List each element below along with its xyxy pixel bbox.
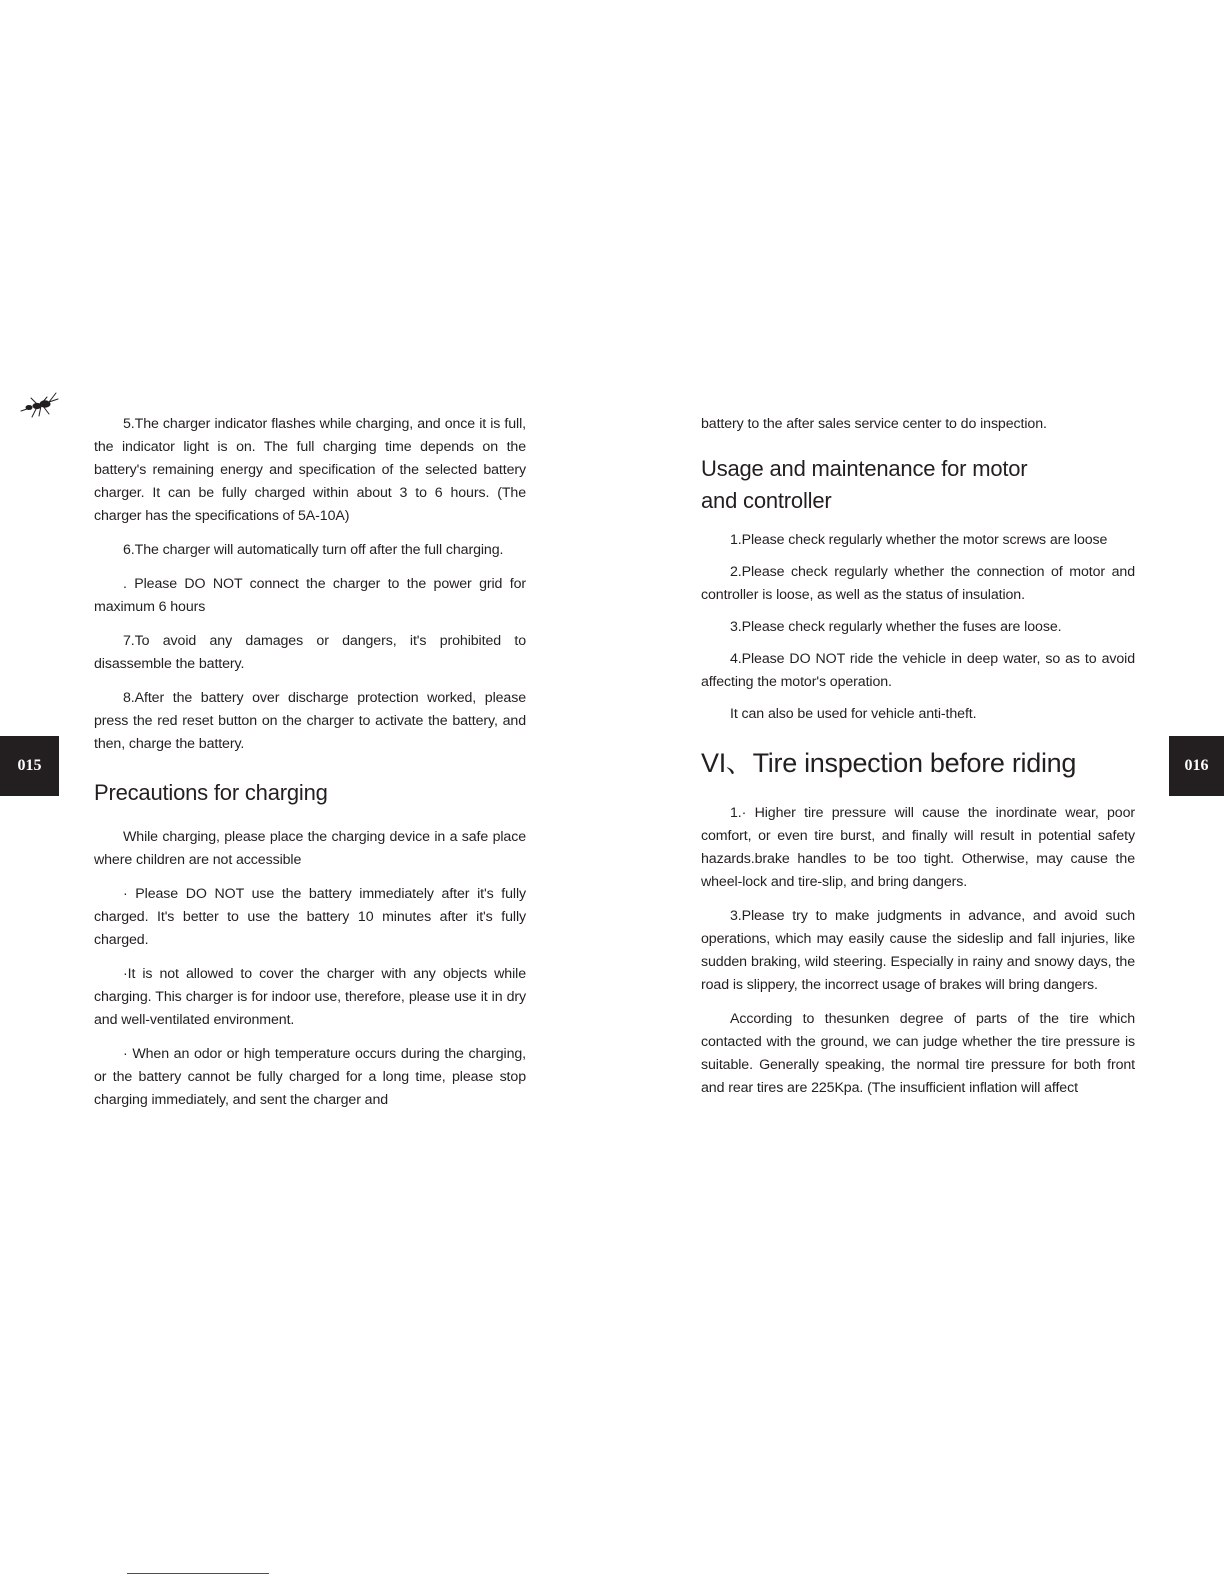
paragraph-auto-turn-off: 6.The charger will automatically turn off after the full charging. — [123, 542, 504, 558]
heading-precautions: Precautions for charging — [94, 780, 328, 805]
divider-line — [127, 1573, 269, 1574]
paragraph-cover-charger: ·It is not allowed to cover the charger with any objects while charging. This charger is for indoor use, therefore, please use it in dry and well-ventilated environment. — [94, 966, 526, 1028]
heading-usage-maintenance — [701, 453, 1135, 517]
page-number-tab-right — [1169, 736, 1224, 796]
paragraph-judgments: 3.Please try to make judgments in advance, and avoid such operations, which may easily cause the sideslip and fall injuries, like sudden braking, wild steering. Especially in rainy and snowy days, the road is slippery, the incorrect usage of brakes will bring dangers. — [701, 908, 1135, 993]
paragraph-fuses: 3.Please check regularly whether the fuses are loose. — [730, 619, 1062, 635]
heading-line: Usage and maintenance for motor — [701, 456, 1028, 481]
paragraph-use-after-charge: · Please DO NOT use the battery immediately after it's fully charged. It's better to use the battery 10 minutes after it's fully charged. — [94, 886, 526, 948]
paragraph-reset-button: 8.After the battery over discharge protection worked, please press the red reset button on the charger to activate the battery, and then, charge the battery. — [94, 690, 526, 752]
page-number-tab-left — [0, 736, 59, 796]
right-page-column — [701, 413, 1135, 1100]
paragraph-odor-temperature: · When an odor or high temperature occurs during the charging, or the battery cannot be fully charged for a long time, please stop charging immediately, and sent the charger and — [94, 1046, 526, 1108]
paragraph-disassemble-warning: 7.To avoid any damages or dangers, it's prohibited to disassemble the battery. — [94, 633, 526, 672]
heading-line: and controller — [701, 488, 832, 513]
paragraph-deep-water: 4.Please DO NOT ride the vehicle in deep water, so as to avoid affecting the motor's operation. — [701, 651, 1135, 690]
left-page-column — [94, 413, 526, 1112]
paragraph-anti-theft: It can also be used for vehicle anti-theft. — [730, 706, 977, 722]
paragraph-continuation: battery to the after sales service center to do inspection. — [701, 416, 1047, 432]
ant-logo-icon — [18, 390, 62, 424]
paragraph-tire-pressure: 1.· Higher tire pressure will cause the inordinate wear, poor comfort, or even tire burst, and finally will result in potential safety hazards.brake handles to be too tight. Otherwise, may cause the wheel-lock and tire-slip, and bring dangers. — [701, 805, 1135, 890]
paragraph-grid-warning: . Please DO NOT connect the charger to the power grid for maximum 6 hours — [94, 576, 526, 615]
paragraph-safe-place: While charging, please place the charging device in a safe place where children are not accessible — [94, 829, 526, 868]
heading-tire-inspection: VI、Tire inspection before riding — [701, 748, 1077, 778]
page-number: 016 — [1184, 757, 1209, 774]
page-number: 015 — [17, 757, 42, 774]
paragraph-sunken-degree: According to thesunken degree of parts of the tire which contacted with the ground, we can judge whether the tire pressure is suitable. Generally speaking, the normal tire pressure for both front and rear tires are 225Kpa. (The insufficient inflation will affect — [701, 1011, 1135, 1096]
paragraph-motor-screws: 1.Please check regularly whether the motor screws are loose — [730, 532, 1108, 548]
paragraph-charger-indicator: 5.The charger indicator flashes while charging, and once it is full, the indicator light is on. The full charging time depends on the battery's remaining energy and specification of the selected battery charger. It can be fully charged within about 3 to 6 hours. (The charger has the specifications of 5A-10A) — [94, 416, 526, 524]
paragraph-connection: 2.Please check regularly whether the connection of motor and controller is loose, as well as the status of insulation. — [701, 564, 1135, 603]
